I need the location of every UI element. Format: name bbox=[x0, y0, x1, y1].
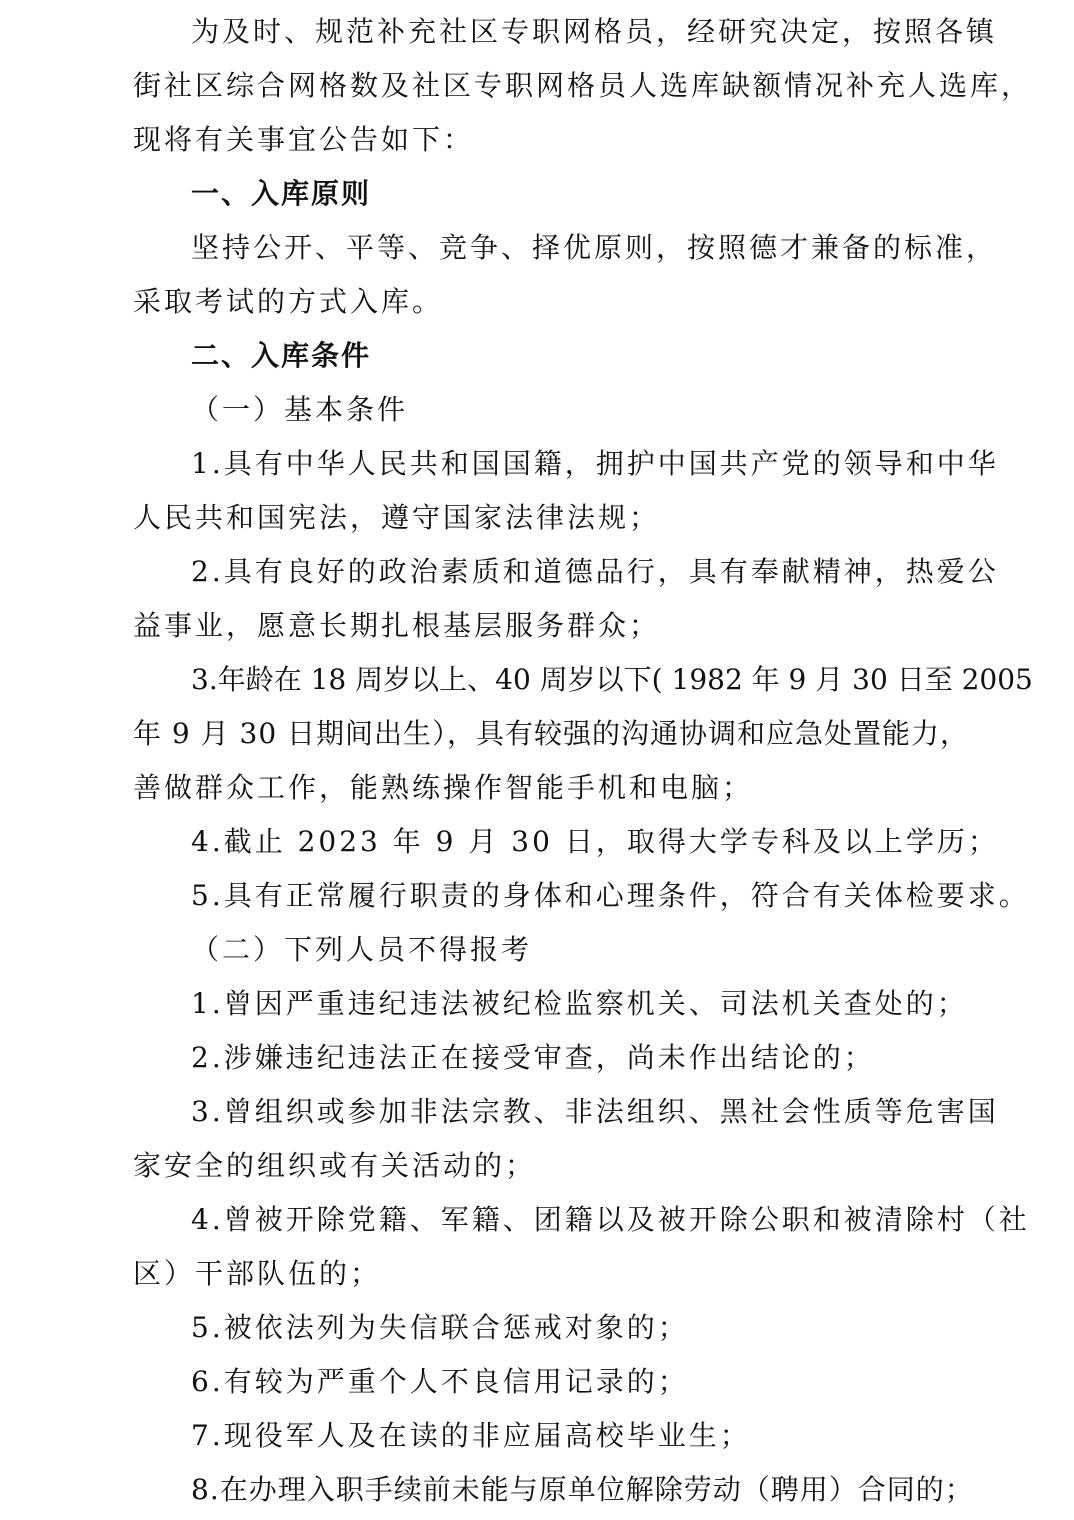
principles-line-2: 采取考试的方式入库。 bbox=[133, 285, 444, 318]
basic-item-3-line-3: 善做群众工作，能熟练操作智能手机和电脑； bbox=[133, 771, 754, 804]
excluded-item-3-line-1: 3.曾组织或参加非法宗教、非法组织、黑社会性质等危害国 bbox=[191, 1095, 999, 1128]
basic-item-2-line-2: 益事业，愿意长期扎根基层服务群众； bbox=[133, 609, 661, 642]
excluded-item-4-line-2: 区）干部队伍的； bbox=[133, 1257, 382, 1290]
basic-item-1-line-1: 1.具有中华人民共和国国籍，拥护中国共产党的领导和中华 bbox=[191, 447, 999, 480]
excluded-item-4-line-1: 4.曾被开除党籍、军籍、团籍以及被开除公职和被清除村（社 bbox=[191, 1203, 1030, 1236]
section-heading-conditions: 二、入库条件 bbox=[191, 339, 372, 372]
excluded-item-6: 6.有较为严重个人不良信用记录的； bbox=[191, 1365, 689, 1398]
subsection-heading-excluded: （二）下列人员不得报考 bbox=[191, 933, 533, 966]
basic-item-4: 4.截止 2023 年 9 月 30 日，取得大学专科及以上学历； bbox=[191, 825, 999, 858]
basic-item-2-line-1: 2.具有良好的政治素质和道德品行，具有奉献精神，热爱公 bbox=[191, 555, 999, 588]
intro-line-2: 街社区综合网格数及社区专职网格员人选库缺额情况补充人选库， bbox=[133, 69, 1033, 102]
excluded-item-3-line-2: 家安全的组织或有关活动的； bbox=[133, 1149, 537, 1182]
intro-line-3: 现将有关事宜公告如下： bbox=[133, 123, 475, 156]
basic-item-1-line-2: 人民共和国宪法，遵守国家法律法规； bbox=[133, 501, 661, 534]
basic-item-5: 5.具有正常履行职责的身体和心理条件，符合有关体检要求。 bbox=[191, 879, 1030, 912]
principles-line-1: 坚持公开、平等、竞争、择优原则，按照德才兼备的标准， bbox=[191, 231, 998, 264]
subsection-heading-basic: （一）基本条件 bbox=[191, 393, 409, 426]
basic-item-3-line-1: 3.年龄在 18 周岁以上、40 周岁以下( 1982 年 9 月 30 日至 2005 bbox=[191, 663, 1033, 696]
section-heading-principles: 一、入库原则 bbox=[191, 177, 372, 210]
excluded-item-1: 1.曾因严重违纪违法被纪检监察机关、司法机关查处的； bbox=[191, 987, 968, 1020]
excluded-item-7: 7.现役军人及在读的非应届高校毕业生； bbox=[191, 1419, 751, 1452]
excluded-item-2: 2.涉嫌违纪违法正在接受审查，尚未作出结论的； bbox=[191, 1041, 875, 1074]
excluded-item-5: 5.被依法列为失信联合惩戒对象的； bbox=[191, 1311, 689, 1344]
basic-item-3-line-2: 年 9 月 30 日期间出生），具有较强的沟通协调和应急处置能力， bbox=[133, 717, 970, 750]
excluded-item-8: 8.在办理入职手续前未能与原单位解除劳动（聘用）合同的； bbox=[191, 1473, 974, 1506]
intro-line-1: 为及时、规范补充社区专职网格员，经研究决定，按照各镇 bbox=[191, 15, 998, 48]
